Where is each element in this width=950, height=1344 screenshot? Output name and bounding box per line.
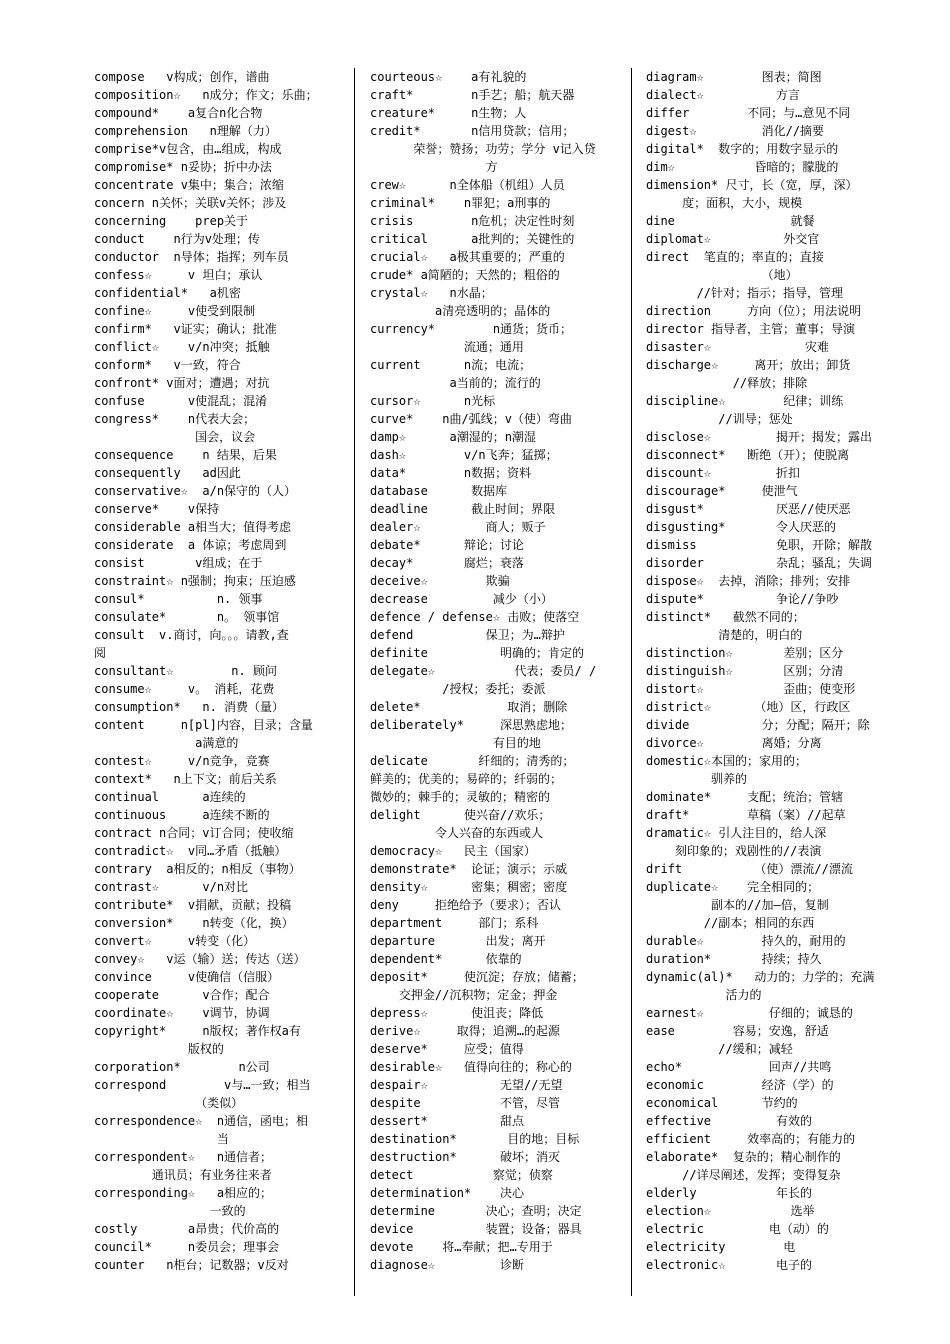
entry-line: debate* 辩论；讨论 [370, 538, 524, 552]
entry-line: content n[pl]内容，目录；含量 [94, 718, 313, 732]
entry-line: constraint☆ n强制；拘束；压迫感 [94, 574, 296, 588]
entry-line: confess☆ v 坦白；承认 [94, 268, 263, 282]
entry-line: //详尽阐述，发挥；变得复杂 [646, 1168, 841, 1182]
entry-line: contrary a相反的；n相反（事物） [94, 862, 301, 876]
entry-line: distinction☆ 差别；区分 [646, 646, 844, 660]
entry-line: disclose☆ 揭开；揭发；露出 [646, 430, 873, 444]
entry-line: crew☆ n全体船（机组）人员 [370, 178, 565, 192]
entry-line: ease 容易；安逸，舒适 [646, 1024, 829, 1038]
entry-line: consequently ad因此 [94, 466, 241, 480]
entry-line: diagram☆ 图表；简图 [646, 70, 822, 84]
entry-line: a满意的 [94, 736, 239, 750]
entry-line: destination* 目的地；目标 [370, 1132, 580, 1146]
entry-line: discourage* 使泄气 [646, 484, 798, 498]
entry-line: copyright* n版权；著作权a有 [94, 1024, 301, 1038]
entry-line: consist v组成；在于 [94, 556, 263, 570]
entry-line: coordinate☆ v调节，协调 [94, 1006, 270, 1020]
entry-line: differ 不同；与…意见不同 [646, 106, 851, 120]
entry-line: conversion* n转变（化，换） [94, 916, 294, 930]
entry-line: democracy☆ 民主（国家） [370, 844, 536, 858]
entry-line: determine 决心；查明；决定 [370, 1204, 582, 1218]
entry-line: definite 明确的；肯定的 [370, 646, 585, 660]
entry-line: consultant☆ n. 顾问 [94, 664, 277, 678]
entry-line: destruction* 破坏；消灭 [370, 1150, 561, 1164]
entry-line: 副本的//加—倍，复制 [646, 898, 829, 912]
entry-line: counter n柜台；记数器；v反对 [94, 1258, 289, 1272]
entry-line: damp☆ a潮湿的；n潮湿 [370, 430, 536, 444]
entry-line: electric 电（动）的 [646, 1222, 829, 1236]
entry-line: //释放；排除 [646, 376, 808, 390]
entry-line: a清亮透明的；晶体的 [370, 304, 551, 318]
entry-line: divorce☆ 离婚；分离 [646, 736, 822, 750]
entry-line: deny 拒绝给予（要求）；否认 [370, 898, 562, 912]
entry-line: a当前的；流行的 [370, 376, 541, 390]
entry-line: defend 保卫；为…辩护 [370, 628, 565, 642]
entry-line: device 装置；设备；器具 [370, 1222, 582, 1236]
entry-line: digest☆ 消化//摘要 [646, 124, 825, 138]
entry-line: current n流；电流； [370, 358, 532, 372]
entry-line: concern n关怀；关联v关怀；涉及 [94, 196, 287, 210]
entry-line: direction 方向（位）；用法说明 [646, 304, 862, 318]
entry-line: dramatic☆ 引人注目的，给人深 [646, 826, 827, 840]
entry-line: //训导；惩处 [646, 412, 793, 426]
entry-line: 驯养的 [646, 772, 748, 786]
entry-line: compromise* n妥协；折中办法 [94, 160, 272, 174]
entry-line: earnest☆ 仔细的；诚恳的 [646, 1006, 853, 1020]
entry-line: 鲜美的；优美的；易碎的；纤弱的； [370, 772, 563, 786]
entry-line: confuse v使混乱；混淆 [94, 394, 268, 408]
entry-line: disaster☆ 灾难 [646, 340, 829, 354]
entry-line: efficient 效率高的；有能力的 [646, 1132, 856, 1146]
entry-line: distinguish☆ 区别；分清 [646, 664, 844, 678]
entry-line: 国会，议会 [94, 430, 256, 444]
entry-line: deposit* 使沉淀；存放；储蓄； [370, 970, 584, 984]
entry-line: conductor n导体；指挥；列车员 [94, 250, 289, 264]
entry-line: //针对；指示；指导，管理 [646, 286, 844, 300]
entry-line: convince v使确信（信服） [94, 970, 280, 984]
entry-line: conservative☆ a/n保守的（人） [94, 484, 297, 498]
entry-line: elaborate* 复杂的；精心制作的 [646, 1150, 841, 1164]
entry-line: 方 [370, 160, 498, 174]
entry-line: despite 不管，尽管 [370, 1096, 561, 1110]
entry-line: dispute* 争论//争吵 [646, 592, 839, 606]
entry-line: 度；面积，大小，规模 [646, 196, 803, 210]
entry-line: contrast☆ v/n对比 [94, 880, 249, 894]
entry-line: concentrate v集中；集合；浓缩 [94, 178, 284, 192]
entry-line: discipline☆ 纪律；训练 [646, 394, 844, 408]
entry-line: detect 察觉；侦察 [370, 1168, 553, 1182]
entry-line: database 数据库 [370, 484, 508, 498]
entry-line: 通讯员；有业务往来者 [94, 1168, 272, 1182]
column-middle [370, 68, 626, 1296]
entry-line: corresponding☆ a相应的； [94, 1186, 273, 1200]
entry-line: dismiss 免职，开除；解散 [646, 538, 873, 552]
entry-line: data* n数据；资料 [370, 466, 532, 480]
entry-line: elderly 年长的 [646, 1186, 813, 1200]
entry-line: durable☆ 持久的，耐用的 [646, 934, 846, 948]
entry-line: contradict☆ v同…矛盾（抵触） [94, 844, 287, 858]
entry-line: discount☆ 折扣 [646, 466, 801, 480]
entry-line: dealer☆ 商人；贩子 [370, 520, 546, 534]
entry-line: 交押金//沉积物；定金；押金 [370, 988, 558, 1002]
entry-line: continuous a连续不断的 [94, 808, 270, 822]
entry-line: comprehension n理解（力） [94, 124, 277, 138]
entry-line: crude* a简陋的；天然的；粗俗的 [370, 268, 560, 282]
entry-line: 有目的地 [370, 736, 541, 750]
entry-line: 流通；通用 [370, 340, 524, 354]
entry-line: crystal☆ n水晶； [370, 286, 493, 300]
entry-line: dessert* 甜点 [370, 1114, 525, 1128]
entry-line: departure 出发；离开 [370, 934, 546, 948]
entry-line: economic 经济（学）的 [646, 1078, 834, 1092]
entry-line: divide 分；分配；隔开；除 [646, 718, 870, 732]
entry-line: department 部门；系科 [370, 916, 539, 930]
entry-line: 当 [94, 1132, 229, 1146]
entry-line: effective 有效的 [646, 1114, 813, 1128]
entry-line: conform* v一致，符合 [94, 358, 241, 372]
entry-line: distinct* 截然不同的； [646, 610, 805, 624]
entry-line: creature* n生物；人 [370, 106, 527, 120]
entry-line: confidential* a机密 [94, 286, 241, 300]
entry-line: craft* n手艺；船；航天器 [370, 88, 575, 102]
entry-line: crisis n危机；决定性时刻 [370, 214, 575, 228]
entry-line: 令人兴奋的东西或人 [370, 826, 544, 840]
entry-line: decay* 腐烂；衰落 [370, 556, 524, 570]
entry-line: 阅 [94, 646, 107, 660]
entry-line: 清楚的，明白的 [646, 628, 803, 642]
entry-line: consulate* n。 领事馆 [94, 610, 280, 624]
entry-line: desirable☆ 值得向往的；称心的 [370, 1060, 572, 1074]
column-divider [631, 68, 632, 1296]
entry-line: duration* 持续；持久 [646, 952, 822, 966]
entry-line: echo* 回声//共鸣 [646, 1060, 832, 1074]
entry-line: 荣誉；赞扬；功劳；学分 v记入贷 [370, 142, 596, 156]
entry-line: deserve* 应受；值得 [370, 1042, 524, 1056]
entry-line: disgusting* 令人厌恶的 [646, 520, 837, 534]
entry-line: courteous☆ a有礼貌的 [370, 70, 527, 84]
entry-line: （地） [646, 268, 798, 282]
entry-line: election☆ 选举 [646, 1204, 815, 1218]
entry-line: corporation* n公司 [94, 1060, 270, 1074]
entry-line: dependent* 依靠的 [370, 952, 522, 966]
entry-line: dim☆ 昏暗的；朦胧的 [646, 160, 839, 174]
entry-line: criminal* n罪犯；a刑事的 [370, 196, 551, 210]
entry-line: consul* n. 领事 [94, 592, 263, 606]
entry-line: 一致的 [94, 1204, 246, 1218]
entry-line: crucial☆ a极其重要的；严重的 [370, 250, 565, 264]
entry-line: contest☆ v/n竞争，竞赛 [94, 754, 270, 768]
entry-line: dispose☆ 去掉，消除；排列；安排 [646, 574, 851, 588]
entry-line: electronic☆ 电子的 [646, 1258, 813, 1272]
entry-line: cursor☆ n光标 [370, 394, 496, 408]
entry-line: defence / defense☆ 击败；使落空 [370, 610, 580, 624]
entry-line: devote 将…奉献；把…专用于 [370, 1240, 553, 1254]
entry-line: digital* 数字的；用数字显示的 [646, 142, 839, 156]
entry-line: direct 笔直的；率直的；直接 [646, 250, 824, 264]
column-divider [354, 68, 355, 1296]
column-right [646, 68, 892, 1296]
entry-line: determination* 决心 [370, 1186, 525, 1200]
entry-line: diagnose☆ 诊断 [370, 1258, 525, 1272]
entry-line: distort☆ 歪曲；使变形 [646, 682, 856, 696]
entry-line: 微妙的；棘手的；灵敏的；精密的 [370, 790, 551, 804]
entry-line: dash☆ v/n飞奔；猛掷； [370, 448, 558, 462]
entry-line: delicate 纤细的；清秀的； [370, 754, 575, 768]
entry-line: decrease 减少（小） [370, 592, 553, 606]
entry-line: consult v.商讨，向。。。请教,查 [94, 628, 289, 642]
entry-line: council* n委员会；理事会 [94, 1240, 280, 1254]
entry-line: considerate a 体谅；考虑周到 [94, 538, 287, 552]
entry-line: disorder 杂乱；骚乱；失调 [646, 556, 873, 570]
entry-line: discharge☆ 离开；放出；卸货 [646, 358, 851, 372]
entry-line: conserve* v保持 [94, 502, 220, 516]
entry-line: deceive☆ 欺骗 [370, 574, 510, 588]
entry-line: dimension* 尺寸，长（宽，厚，深） [646, 178, 858, 192]
entry-line: credit* n信用贷款；信用； [370, 124, 575, 138]
entry-line: /授权；委托；委派 [370, 682, 546, 696]
entry-line: district☆ （地）区，行政区 [646, 700, 851, 714]
entry-line: dominate* 支配；统治；管辖 [646, 790, 844, 804]
entry-line: consumption* n. 消费（量） [94, 700, 285, 714]
entry-line: continual a连续的 [94, 790, 246, 804]
entry-line: electricity 电 [646, 1240, 796, 1254]
entry-line: dialect☆ 方言 [646, 88, 801, 102]
entry-line: deliberately* 深思熟虑地； [370, 718, 573, 732]
entry-line: dynamic(al)* 动力的；力学的；充满 [646, 970, 875, 984]
entry-line: composition☆ n成分；作文；乐曲； [94, 88, 318, 102]
entry-line: director 指导者，主管；董事；导演 [646, 322, 856, 336]
entry-line: considerable a相当大；值得考虑 [94, 520, 292, 534]
entry-line: derive☆ 取得；追溯…的起源 [370, 1024, 560, 1038]
entry-line: contribute* v捐献，贡献；投稿 [94, 898, 292, 912]
entry-line: confine☆ v使受到限制 [94, 304, 256, 318]
entry-line: currency* n通货；货币； [370, 322, 573, 336]
entry-line: delete* 取消；删除 [370, 700, 568, 714]
entry-line: （类似） [94, 1096, 244, 1110]
entry-line: duplicate☆ 完全相同的； [646, 880, 820, 894]
entry-line: //副本；相同的东西 [646, 916, 815, 930]
entry-line: consequence n 结果，后果 [94, 448, 277, 462]
entry-line: curve* n曲/弧线；v（使）弯曲 [370, 412, 572, 426]
entry-line: diplomat☆ 外交官 [646, 232, 820, 246]
entry-line: 活力的 [646, 988, 762, 1002]
entry-line: conflict☆ v/n冲突；抵触 [94, 340, 270, 354]
entry-line: context* n上下文；前后关系 [94, 772, 277, 786]
entry-line: density☆ 密集；稠密；密度 [370, 880, 568, 894]
entry-line: drift （使）漂流//漂流 [646, 862, 853, 876]
entry-line: depress☆ 使沮丧；降低 [370, 1006, 544, 1020]
entry-line: domestic☆本国的；家用的； [646, 754, 808, 768]
entry-line: compose v构成；创作，谱曲 [94, 70, 270, 84]
entry-line: demonstrate* 论证；演示；示威 [370, 862, 568, 876]
entry-line: deadline 截止时间；界限 [370, 502, 556, 516]
entry-line: convey☆ v运（输）送；传达（送） [94, 952, 306, 966]
entry-line: correspondent☆ n通信者； [94, 1150, 273, 1164]
entry-line: delight 使兴奋//欢乐； [370, 808, 551, 822]
entry-line: conduct n行为v处理；传 [94, 232, 260, 246]
entry-line: consume☆ v。 消耗，花费 [94, 682, 275, 696]
entry-line: convert☆ v转变（化） [94, 934, 256, 948]
entry-line: cooperate v合作；配合 [94, 988, 270, 1002]
entry-line: congress* n代表大会； [94, 412, 256, 426]
entry-line: //缓和；减轻 [646, 1042, 793, 1056]
entry-line: delegate☆ 代表；委员/ / [370, 664, 597, 678]
entry-line: contract n合同；v订合同；使收缩 [94, 826, 294, 840]
entry-line: dine 就餐 [646, 214, 815, 228]
entry-line: draft* 草稿（案）//起草 [646, 808, 846, 822]
entry-line: correspondence☆ n通信，函电；相 [94, 1114, 309, 1128]
entry-line: disgust* 厌恶//使厌恶 [646, 502, 851, 516]
entry-line: costly a昂贵；代价高的 [94, 1222, 280, 1236]
entry-line: 刻印象的；戏剧性的//表演 [646, 844, 822, 858]
entry-line: confirm* v证实；确认；批准 [94, 322, 277, 336]
entry-line: 版权的 [94, 1042, 224, 1056]
entry-line: disconnect* 断绝（开）；使脱离 [646, 448, 850, 462]
entry-line: confront* v面对；遭遇；对抗 [94, 376, 270, 390]
entry-line: critical a批判的；关键性的 [370, 232, 575, 246]
entry-line: concerning prep关于 [94, 214, 249, 228]
entry-line: correspond v与…一致；相当 [94, 1078, 311, 1092]
entry-line: compound* a复合n化合物 [94, 106, 263, 120]
entry-line: economical 节约的 [646, 1096, 798, 1110]
entry-line: despair☆ 无望//无望 [370, 1078, 563, 1092]
column-left [94, 68, 352, 1296]
entry-line: comprise*v包含，由…组成，构成 [94, 142, 282, 156]
